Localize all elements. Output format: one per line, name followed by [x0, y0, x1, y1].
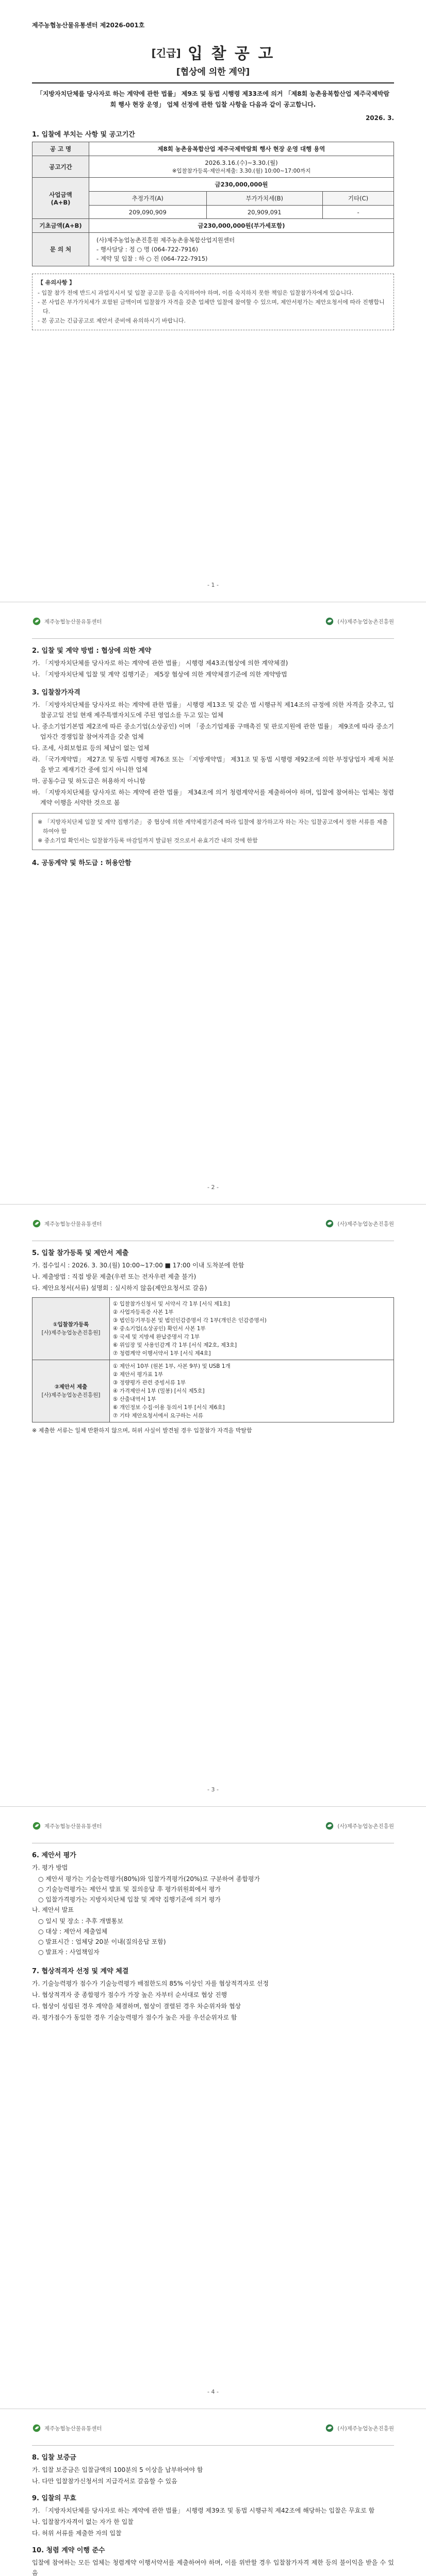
- table-cell: 20,909,091: [206, 206, 323, 219]
- org-logo-right: [325, 2424, 394, 2433]
- title-text: 입 찰 공 고: [188, 45, 275, 63]
- table-label: 공 고 명: [32, 142, 89, 156]
- table-cell: 제8회 농촌융복합산업 제주국제박람회 행사 현장 운영 대행 용역: [89, 142, 394, 156]
- leaf-icon: [325, 2424, 334, 2433]
- page-title: [32, 41, 394, 63]
- table-label: 공고기간: [32, 156, 89, 178]
- table-label: [32, 1360, 110, 1422]
- section-1-title: 1. 입찰에 부치는 사항 및 공고기간: [32, 131, 135, 139]
- caution-box: [32, 274, 394, 330]
- page-number: - 2 -: [207, 1184, 219, 1191]
- list-item: ○ 발표자 : 사업책임자: [38, 1948, 100, 1956]
- leaf-icon: [32, 617, 41, 626]
- announcement-date: 2026. 3.: [365, 114, 394, 122]
- list-item: 라. 「국가계약법」 제27조 및 동법 시행령 제76조 또는 「지방계약법」 제31조 및 동법 시행령 제92조에 의한 부정당업자 제재 처분을 받고 제재기간 중에 있지 아니한 업체: [32, 756, 394, 773]
- step-sub: [사)제주농업농촌진흥원]: [41, 1392, 101, 1398]
- remark-item: ※ 중소기업 확인서는 입찰참가등록 마감일까지 발급된 것으로서 유효기간 내의 것에 한함: [38, 837, 258, 844]
- page-2: [0, 602, 426, 1205]
- table-subheader: 추정가격(A): [89, 192, 207, 206]
- list-item: 라. 평가점수가 동일한 경우 기술능력평가 점수가 높은 자를 우선순위자로 함: [32, 2014, 237, 2021]
- table-label: 기초금액(A+B): [32, 219, 89, 233]
- bid-info-table: [32, 142, 394, 266]
- org-name-right: (사)제주농업농촌진흥원: [337, 2425, 394, 2432]
- budget-label-sub: (A+B): [51, 198, 71, 206]
- step-label: ②제안서 제출: [54, 1384, 88, 1390]
- doc-line: ② 사업자등록증 사본 1부: [113, 1309, 174, 1315]
- doc-line: ② 제안서 평가표 1부: [113, 1371, 163, 1378]
- list-item: 가. 기술능력평가 점수가 기술능력평가 배점한도의 85% 이상인 자를 협상적격자로 선정: [32, 1980, 269, 1987]
- doc-line: ⑦ 청렴계약 이행서약서 1부 [서식 제4호]: [113, 1350, 211, 1357]
- submission-period: ※입찰참가등록·제안서제출: 3.30.(월) 10:00~17:00까지: [172, 168, 311, 174]
- section-3-title: 3. 입찰참가자격: [32, 689, 80, 697]
- list-item: ○ 발표시간 : 업체당 20분 이내(질의응답 포함): [38, 1938, 166, 1945]
- list-item: 나. 제안서 발표: [32, 1906, 74, 1913]
- page-4: [0, 1807, 426, 2409]
- caution-item: - 본 공고는 긴급공고로 제안서 준비에 유의하시기 바랍니다.: [38, 317, 186, 324]
- org-name-left: 제주농협농산물유통센터: [44, 1823, 102, 1829]
- table-subheader: 부가가치세(B): [206, 192, 323, 206]
- caution-item: - 입찰 참가 전에 반드시 과업지시서 및 입찰 공고문 등을 숙지하여야 하며, 이를 숙지하지 못한 책임은 입찰참가자에게 있습니다.: [38, 290, 354, 296]
- section-10-title: 10. 청렴 계약 이행 준수: [32, 2547, 105, 2554]
- document-number: 제주농협농산물유통센터 제2026-001호: [32, 22, 145, 29]
- list-item: 나. 「지방자치단체 입찰 및 계약 집행기준」 제5장 협상에 의한 계약체결기준에 의한 계약방법: [32, 671, 287, 678]
- header-divider: [32, 638, 394, 639]
- list-item: 가. 「지방자치단체를 당사자로 하는 계약에 관한 법률」 시행령 제39조 및 동법 시행규칙 제42조에 해당하는 입찰은 무효로 함: [32, 2507, 375, 2514]
- list-item: 가. 평가 방법: [32, 1864, 68, 1871]
- page-header: [32, 617, 394, 626]
- page-number: - 3 -: [207, 1786, 219, 1793]
- notice-period: 2026.3.16.(수)~3.30.(월): [205, 159, 278, 166]
- table-row: [32, 1298, 394, 1360]
- table-subheader: 기타(C): [323, 192, 394, 206]
- table-row: [32, 178, 394, 192]
- list-item: 다. 제안요청서(서류) 설명회 : 실시하지 않음(제안요청서로 갈음): [32, 1284, 207, 1292]
- section-8-title: 8. 입찰 보증금: [32, 2454, 76, 2462]
- doc-line: ⑦ 기타 제안요청서에서 요구하는 서류: [113, 1413, 203, 1419]
- list-item: 나. 중소기업기본법 제2조에 따른 중소기업(소상공인) 이며 「중소기업제품 구매촉진 및 판로지원에 관한 법률」 제9조에 따라 중소기업자간 경쟁입찰 참여자격을 갖춘 업체: [32, 723, 394, 740]
- step-label: ①입찰참가등록: [53, 1321, 89, 1328]
- submission-table: [32, 1297, 394, 1422]
- list-item: 가. 「지방자치단체를 당사자로 하는 계약에 관한 법률」 시행령 제13조 및 같은 법 시행규칙 제14조의 규정에 의한 자격을 갖추고, 입찰공고일 전일 현재 제주특별자치도에 주된 영업소를 두고 있는 업체: [32, 701, 394, 719]
- org-logo-left: [32, 617, 102, 626]
- table-row: [32, 219, 394, 233]
- org-name-left: 제주농협농산물유통센터: [44, 2425, 102, 2432]
- org-logo-left: [32, 1821, 102, 1831]
- org-logo-right: [325, 1821, 394, 1831]
- caution-title: 【 유의사항 】: [38, 279, 75, 286]
- org-logo-right: [325, 1219, 394, 1228]
- table-cell: 209,090,909: [89, 206, 207, 219]
- doc-line: ⑥ 개인정보 수집·이용 동의서 1부 [서식 제6호]: [113, 1404, 225, 1411]
- org-name-left: 제주농협농산물유통센터: [44, 1221, 102, 1227]
- table-note: ※ 제출한 서류는 일체 반환하지 않으며, 허위 사실이 발견될 경우 입찰참가 자격을 박탈함: [32, 1427, 252, 1434]
- list-item: 나. 다만 입찰참가신청서의 지급각서로 갈음할 수 있음: [32, 2478, 177, 2485]
- section-7-title: 7. 협상적격자 선정 및 계약 체결: [32, 1968, 129, 1975]
- doc-line: ① 제안서 10부 (원본 1부, 사본 9부) 및 USB 1개: [113, 1363, 231, 1369]
- page-header: [32, 1821, 394, 1831]
- list-item: ○ 기술능력평가는 제안서 발표 및 질의응답 후 평가위원회에서 평가: [38, 1886, 221, 1893]
- section-4-title: 4. 공동계약 및 하도급 : 허용안함: [32, 859, 132, 867]
- page-header: [32, 2424, 394, 2433]
- list-item: 나. 협상적격자 중 종합평가 점수가 가장 높은 자부터 순서대로 협상 진행: [32, 1991, 227, 1998]
- org-name-right: (사)제주농업농촌진흥원: [337, 1221, 394, 1227]
- doc-line: ⑥ 위임장 및 사용인감계 각 1부 [서식 제2호, 제3호]: [113, 1342, 237, 1348]
- list-item: 다. 허위 서류를 제출한 자의 입찰: [32, 2530, 122, 2537]
- paragraph: 입찰에 참여하는 모든 업체는 청렴계약 이행서약서를 제출하여야 하며, 이를 위반할 경우 입찰참가자격 제한 등의 불이익을 받을 수 있음: [32, 2559, 394, 2576]
- table-cell: -: [323, 206, 394, 219]
- doc-line: ④ 중소기업(소상공인) 확인서 사본 1부: [113, 1326, 206, 1332]
- caution-item: - 본 사업은 부가가치세가 포함된 금액이며 입찰참가 자격을 갖춘 업체만 입찰에 참여할 수 있으며, 제안서평가는 제안요청서에 따라 진행합니다.: [38, 299, 385, 315]
- list-item: 마. 공동수급 및 하도급은 허용하지 아니함: [32, 777, 145, 785]
- remark-box: [32, 813, 394, 850]
- leaf-icon: [32, 2424, 41, 2433]
- budget-label: 사업금액: [49, 191, 72, 198]
- table-cell: 금230,000,000원(부가세포함): [89, 219, 394, 233]
- table-cell: [89, 233, 394, 266]
- list-item: 가. 「지방자치단체를 당사자로 하는 계약에 관한 법률」 시행령 제43조(협상에 의한 계약체결): [32, 659, 288, 667]
- header-divider: [32, 2445, 394, 2446]
- list-item: 나. 제출방법 : 직접 방문 제출(우편 또는 전자우편 제출 불가): [32, 1273, 196, 1280]
- list-item: 다. 조세, 사회보험료 등의 체납이 없는 업체: [32, 744, 150, 752]
- budget-total: 금230,000,000원: [89, 178, 394, 192]
- org-logo-right: [325, 617, 394, 626]
- contact-org: (사)제주농업농촌진흥원 제주농촌융복합산업지원센터: [96, 236, 235, 244]
- org-name-right: (사)제주농업농촌진흥원: [337, 618, 394, 625]
- list-item: 가. 접수일시 : 2026. 3. 30.(월) 10:00~17:00 ■ 17:00 이내 도착분에 한함: [32, 1262, 244, 1269]
- list-item: 다. 협상이 성립된 경우 계약을 체결하며, 협상이 결렬된 경우 차순위자와 협상: [32, 2003, 241, 2010]
- doc-line: ⑤ 산출내역서 1부: [113, 1396, 156, 1402]
- list-item: 가. 입찰 보증금은 입찰금액의 100분의 5 이상을 납부하여야 함: [32, 2466, 203, 2473]
- table-cell: [110, 1298, 394, 1360]
- section-6-title: 6. 제안서 평가: [32, 1852, 76, 1859]
- step-sub: [사)제주농업농촌진흥원]: [41, 1330, 101, 1336]
- page-1: [0, 0, 426, 602]
- doc-line: ① 입찰참가신청서 및 서약서 각 1부 [서식 제1호]: [113, 1301, 230, 1307]
- org-logo-left: [32, 2424, 102, 2433]
- leaf-icon: [32, 1821, 41, 1831]
- section-5-title: 5. 입찰 참가등록 및 제안서 제출: [32, 1249, 129, 1257]
- table-label: 문 의 처: [32, 233, 89, 266]
- announcement-summary: 「지방자치단체를 당사자로 하는 계약에 관한 법률」 제9조 및 동법 시행령 제33조에 의거 「제8회 농촌융복합산업 제주국제박람회 행사 현장 운영」 업체 선정에 관한 입찰 사항을 다음과 같이 공고합니다.: [36, 90, 390, 108]
- doc-line: ④ 가격제안서 1부 (밀봉) [서식 제5호]: [113, 1388, 205, 1394]
- page-3: [0, 1205, 426, 1807]
- section-9-title: 9. 입찰의 무효: [32, 2495, 76, 2502]
- leaf-icon: [325, 1219, 334, 1228]
- contact-event: - 행사담당 : 정 ○ 명 (064-722-7916): [96, 246, 199, 253]
- page-number: - 1 -: [207, 582, 219, 588]
- table-row: [32, 1360, 394, 1422]
- list-item: 바. 「지방자치단체를 당사자로 하는 계약에 관한 법률」 제34조에 의거 청렴계약서를 제출하여야 하며, 입찰에 참여하는 업체는 청렴계약 이행을 서약한 것으로 봄: [32, 789, 394, 806]
- title-divider: [32, 82, 394, 83]
- table-label: [32, 1298, 110, 1360]
- page-number: - 4 -: [207, 2388, 219, 2395]
- title-prefix: [긴급]: [151, 47, 181, 59]
- table-cell: [110, 1360, 394, 1422]
- table-row: [32, 142, 394, 156]
- org-name-left: 제주농협농산물유통센터: [44, 618, 102, 625]
- org-name-right: (사)제주농업농촌진흥원: [337, 1823, 394, 1829]
- doc-line: ③ 정량평가 관련 증빙서류 1부: [113, 1380, 186, 1386]
- contact-contract: - 계약 및 입찰 : 하 ○ 진 (064-722-7915): [96, 255, 208, 262]
- table-label: [32, 178, 89, 219]
- org-logo-left: [32, 1219, 102, 1228]
- list-item: ○ 대상 : 제안서 제출업체: [38, 1928, 108, 1935]
- remark-item: ※ 「지방자치단체 입찰 및 계약 집행기준」 중 협상에 의한 계약체결기준에 따라 입찰에 참가하고자 하는 자는 입찰공고에서 정한 서류를 제출하여야 함: [38, 819, 388, 835]
- list-item: ○ 제안서 평가는 기술능력평가(80%)와 입찰가격평가(20%)로 구분하여 종합평가: [38, 1875, 260, 1883]
- leaf-icon: [325, 1821, 334, 1831]
- list-item: ○ 입찰가격평가는 지방자치단체 입찰 및 계약 집행기준에 의거 평가: [38, 1896, 221, 1903]
- table-cell: [89, 156, 394, 178]
- doc-line: ③ 법인등기부등본 및 법인인감증명서 각 1부(개인은 인감증명서): [113, 1317, 267, 1324]
- section-2-title: 2. 입찰 및 계약 방법 : 협상에 의한 계약: [32, 647, 152, 655]
- leaf-icon: [325, 617, 334, 626]
- table-row: [32, 156, 394, 178]
- table-row: [32, 233, 394, 266]
- leaf-icon: [32, 1219, 41, 1228]
- doc-line: ⑤ 국세 및 지방세 완납증명서 각 1부: [113, 1334, 200, 1340]
- list-item: 나. 입찰참가자격이 없는 자가 한 입찰: [32, 2518, 134, 2526]
- page-header: [32, 1219, 394, 1228]
- page-subtitle: [협상에 의한 계약]: [176, 67, 250, 77]
- list-item: ○ 일시 및 장소 : 추후 개별통보: [38, 1918, 123, 1925]
- page-5: [0, 2409, 426, 2576]
